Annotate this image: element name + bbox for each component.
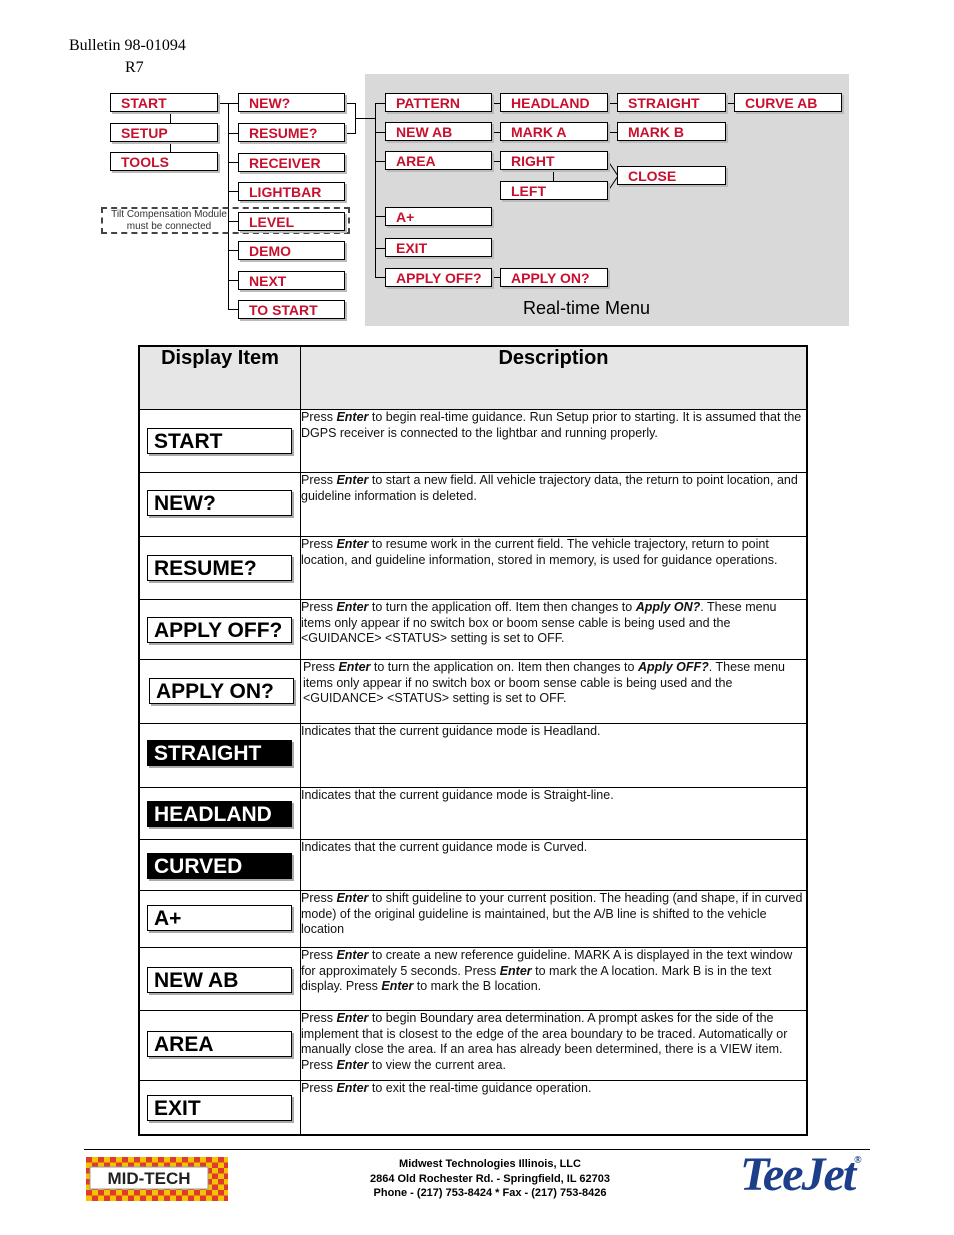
footer-company: Midwest Technologies Illinois, LLC [399,1158,581,1170]
item-new-ab: NEW AB [147,967,292,993]
menu-new-ab[interactable]: NEW AB [385,122,492,141]
header-display-item: Display Item [139,346,301,410]
menu-apply-off[interactable]: APPLY OFF? [385,268,492,287]
table-row [139,473,807,537]
desc-apply-on: Press Enter to turn the application on. Item then changes to Apply OFF?. These menu items only appear if no switch box or boom sense cable is being used and the <GUIDANCE> <STATUS> setting is set to OFF. [301,660,808,724]
realtime-menu-label: Real-time Menu [523,298,651,318]
bulletin-number: Bulletin 98-01094 [69,37,186,54]
item-apply-on: APPLY ON? [149,678,294,704]
item-a-plus: A+ [147,905,292,931]
item-start: START [147,428,292,454]
item-apply-off: APPLY OFF? [147,617,292,643]
midtech-logo-text: MID-TECH [107,1169,191,1188]
menu-straight[interactable]: STRAIGHT [617,93,726,112]
table-row [139,891,807,948]
desc-exit: Press Enter to exit the real-time guidance operation. [301,1081,808,1135]
item-resume: RESUME? [147,555,292,581]
menu-mark-a[interactable]: MARK A [500,122,608,141]
menu-a-plus[interactable]: A+ [385,207,492,226]
menu-tools[interactable]: TOOLS [110,152,218,171]
desc-headland: Indicates that the current guidance mode is Straight-line. [301,788,808,840]
menu-curve-ab[interactable]: CURVE AB [734,93,842,112]
menu-setup[interactable]: SETUP [110,123,218,142]
footer-address: 2864 Old Rochester Rd. - Springfield, IL 62703 [369,1172,611,1185]
desc-apply-off: Press Enter to turn the application off. Item then changes to Apply ON?. These menu items only appear if no switch box or boom sense cable is being used and the <GUIDANCE> <STATUS> setting is set to OFF. [301,600,808,660]
menu-next[interactable]: NEXT [238,271,345,290]
header-description: Description [301,346,808,410]
item-new: NEW? [147,490,292,516]
tilt-module-note: Tilt Compensation Module must be connected [111,209,227,232]
desc-area: Press Enter to begin Boundary area determination. A prompt askes for the side of the implement that is closest to the edge of the area boundary to be traced. Automatically or manually close the area. If an area has already been determined, there is a VIEW item. Press Enter to view the current area. [301,1011,808,1081]
menu-left[interactable]: LEFT [500,181,608,200]
menu-receiver[interactable]: RECEIVER [238,153,345,172]
desc-curved: Indicates that the current guidance mode is Curved. [301,840,808,891]
table-row [139,660,807,724]
bulletin-revision: R7 [125,59,144,76]
desc-start: Press Enter to begin real-time guidance. Run Setup prior to starting. It is assumed that the DGPS receiver is connected to the lightbar and running properly. [301,410,808,473]
desc-resume: Press Enter to resume work in the current field. The vehicle trajectory, return to point location, and guideline information, stored in memory, is used for guidance operations. [301,537,808,600]
menu-close[interactable]: CLOSE [617,166,726,185]
table-row [139,724,807,788]
table-row [139,788,807,840]
teejet-logo: TeeJet® [740,1148,860,1201]
table-row [139,410,807,473]
table-row [139,537,807,600]
menu-level[interactable]: LEVEL [238,212,345,231]
item-exit: EXIT [147,1095,292,1121]
menu-to-start[interactable]: TO START [238,300,345,319]
display-item-table [138,345,808,1136]
menu-apply-on[interactable]: APPLY ON? [500,268,608,287]
midtech-logo [86,1157,228,1201]
desc-new-ab: Press Enter to create a new reference guideline. MARK A is displayed in the text window for approximately 5 seconds. Press Enter to mark the A location. Mark B is in the text display. Press Enter to mark the B location. [301,948,808,1011]
desc-straight: Indicates that the current guidance mode is Headland. [301,724,808,788]
item-curved: CURVED [147,853,292,879]
desc-new: Press Enter to start a new field. All vehicle trajectory data, the return to point location, and guideline information is deleted. [301,473,808,537]
menu-resume[interactable]: RESUME? [238,123,345,142]
menu-pattern[interactable]: PATTERN [385,93,492,112]
menu-exit[interactable]: EXIT [385,238,492,257]
menu-right[interactable]: RIGHT [500,151,608,170]
menu-headland[interactable]: HEADLAND [500,93,608,112]
menu-demo[interactable]: DEMO [238,241,345,260]
footer-address-block [330,1157,650,1201]
table-row [139,840,807,891]
menu-start[interactable]: START [110,93,218,112]
desc-a-plus: Press Enter to shift guideline to your current position. The heading (and shape, if in curved mode) of the original guideline is maintained, but the A/B line is shifted to the vehicle location [301,891,808,948]
menu-area[interactable]: AREA [385,151,492,170]
item-headland: HEADLAND [147,801,292,827]
table-row [139,600,807,660]
menu-lightbar[interactable]: LIGHTBAR [238,182,345,201]
table-row [139,1011,807,1081]
table-row [139,948,807,1011]
menu-mark-b[interactable]: MARK B [617,122,726,141]
menu-new[interactable]: NEW? [238,93,345,112]
item-area: AREA [147,1031,292,1057]
table-row [139,1081,807,1135]
footer-phone: Phone - (217) 753-8424 * Fax - (217) 753-8426 [373,1187,607,1199]
item-straight: STRAIGHT [147,740,292,766]
